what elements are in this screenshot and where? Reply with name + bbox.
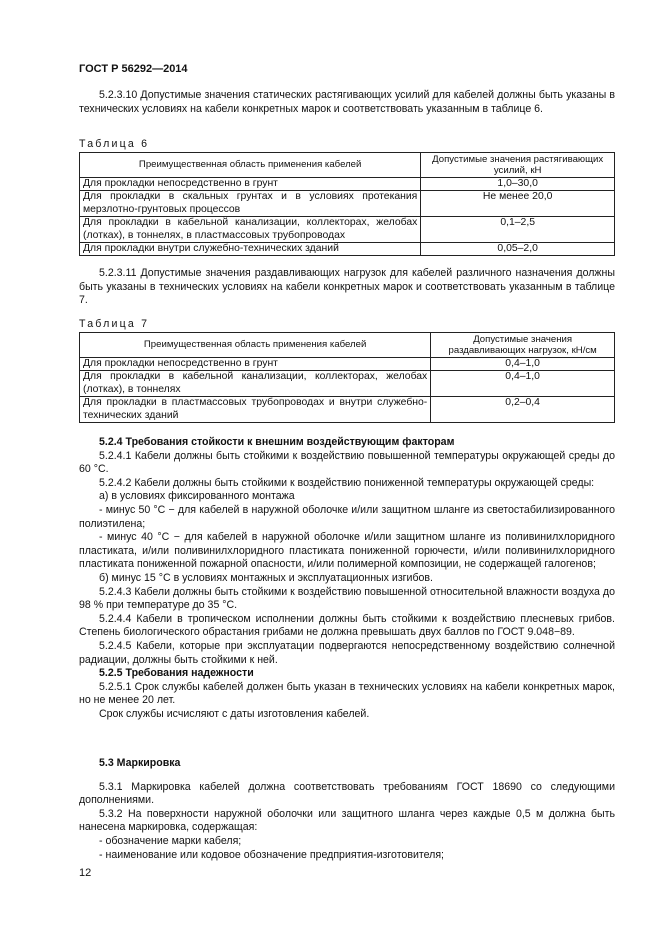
list-item: а) в условиях фиксированного монтажа xyxy=(99,490,295,503)
table-cell-value: 0,4–1,0 xyxy=(431,358,615,371)
table-cell-area: Для прокладки непосредственно в грунт xyxy=(80,358,431,371)
paragraph: 5.2.4.5 Кабели, которые при эксплуатации подвергаются непосредственному воздействию солнечной радиации, должны быть стойкими к ней. xyxy=(79,639,615,666)
section-5-3 xyxy=(79,757,615,862)
paragraph: 5.2.5.1 Срок службы кабелей должен быть указан в технических условиях на кабели конкретных марок, но не менее 20 лет. xyxy=(79,680,615,707)
list-item: - минус 40 °С − для кабелей в наружной оболочке и/или защитном шланге из поливинилхлоридного пластиката, и/или поливинилхлоридного пластиката пониженной горючести, и/или поливинилхлоридного пластиката пониженной пожарной опасности, и/или полимерной композиции, не содержащей галогенов; xyxy=(79,531,615,571)
paragraph: 5.2.4.1 Кабели должны быть стойкими к воздействию повышенной температуры окружающей среды до 60 °С. xyxy=(79,449,615,476)
table-6 xyxy=(79,152,615,256)
table-cell-area: Для прокладки в кабельной канализации, коллекторах, желобах (лотках), в тоннелях, в пластмассовых трубопроводах xyxy=(80,217,421,243)
table-header-value: Допустимые значения раздавливающих нагрузок, кН/см xyxy=(431,333,615,358)
table-row xyxy=(80,397,615,423)
page-number: 12 xyxy=(79,867,92,879)
section-heading: 5.2.4 Требования стойкости к внешним воздействующим факторам xyxy=(99,436,455,448)
section-heading: 5.2.5 Требования надежности xyxy=(99,667,254,680)
table-header-area: Преимущественная область применения кабелей xyxy=(80,333,431,358)
paragraph: 5.2.3.11 Допустимые значения раздавливающих нагрузок для кабелей различного назначения должны быть указаны в технических условиях на кабели конкретных марок и соответствовать указанным в таблице 7. xyxy=(79,267,615,307)
table-cell-area: Для прокладки в пластмассовых трубопроводах и внутри служебно-технических зданий xyxy=(80,397,431,423)
table-7-caption: Таблица 7 xyxy=(79,318,150,330)
table-6-caption: Таблица 6 xyxy=(79,138,150,150)
paragraph: 5.2.3.10 Допустимые значения статических растягивающих усилий для кабелей должны быть указаны в технических условиях на кабели конкретных марок и соответствовать указанным в таблице 6. xyxy=(79,89,615,115)
list-item: б) минус 15 °С в условиях монтажных и эксплуатационных изгибов. xyxy=(99,571,433,584)
table-cell-area: Для прокладки внутри служебно-технических зданий xyxy=(80,243,421,256)
table-cell-value: 1,0–30,0 xyxy=(421,178,615,191)
table-cell-area: Для прокладки непосредственно в грунт xyxy=(80,178,421,191)
table-row xyxy=(80,243,615,256)
table-row xyxy=(80,371,615,397)
table-row xyxy=(80,178,615,191)
section-heading: 5.3 Маркировка xyxy=(99,757,181,769)
list-item: - обозначение марки кабеля; xyxy=(99,834,242,847)
section-5-2-4 xyxy=(79,436,615,721)
paragraph: 5.3.2 На поверхности наружной оболочки или защитного шланга через каждые 0,5 м должна быть нанесена маркировка, содержащая: xyxy=(79,807,615,834)
clause-5-2-3-10 xyxy=(79,89,615,116)
table-cell-value: 0,1–2,5 xyxy=(421,217,615,243)
table-row xyxy=(80,191,615,217)
clause-5-2-3-11 xyxy=(79,267,615,308)
table-7 xyxy=(79,332,615,423)
table-cell-area: Для прокладки в скальных грунтах и в условиях протекания мерзлотно-грунтовых процессов xyxy=(80,191,421,217)
table-cell-value: 0,4–1,0 xyxy=(431,371,615,397)
table-cell-value: Не менее 20,0 xyxy=(421,191,615,217)
table-cell-area: Для прокладки в кабельной канализации, коллекторах, желобах (лотках), в тоннелях xyxy=(80,371,431,397)
paragraph: 5.2.4.3 Кабели должны быть стойкими к воздействию повышенной относительной влажности воздуха до 98 % при температуре до 35 °С. xyxy=(79,585,615,612)
table-header-value: Допустимые значения растягивающих усилий, кН xyxy=(421,153,615,178)
table-row xyxy=(80,358,615,371)
paragraph: 5.2.4.4 Кабели в тропическом исполнении должны быть стойкими к воздействию плесневых грибов. Степень биологического обрастания грибами не должна превышать двух баллов по ГОСТ 9.048−89. xyxy=(79,612,615,639)
paragraph: 5.3.1 Маркировка кабелей должна соответствовать требованиям ГОСТ 18690 со следующими дополнениями. xyxy=(79,780,615,807)
document-header: ГОСТ Р 56292—2014 xyxy=(79,63,188,75)
list-item: - минус 50 °С − для кабелей в наружной оболочке и/или защитном шланге из светостабилизированного полиэтилена; xyxy=(79,503,615,530)
list-item: - наименование или кодовое обозначение предприятия-изготовителя; xyxy=(99,848,444,861)
table-cell-value: 0,2–0,4 xyxy=(431,397,615,423)
paragraph: 5.2.4.2 Кабели должны быть стойкими к воздействию пониженной температуры окружающей среды: xyxy=(99,476,595,489)
table-cell-value: 0,05–2,0 xyxy=(421,243,615,256)
table-row xyxy=(80,217,615,243)
paragraph: Срок службы исчисляют с даты изготовления кабелей. xyxy=(99,707,370,720)
table-header-area: Преимущественная область применения кабелей xyxy=(80,153,421,178)
